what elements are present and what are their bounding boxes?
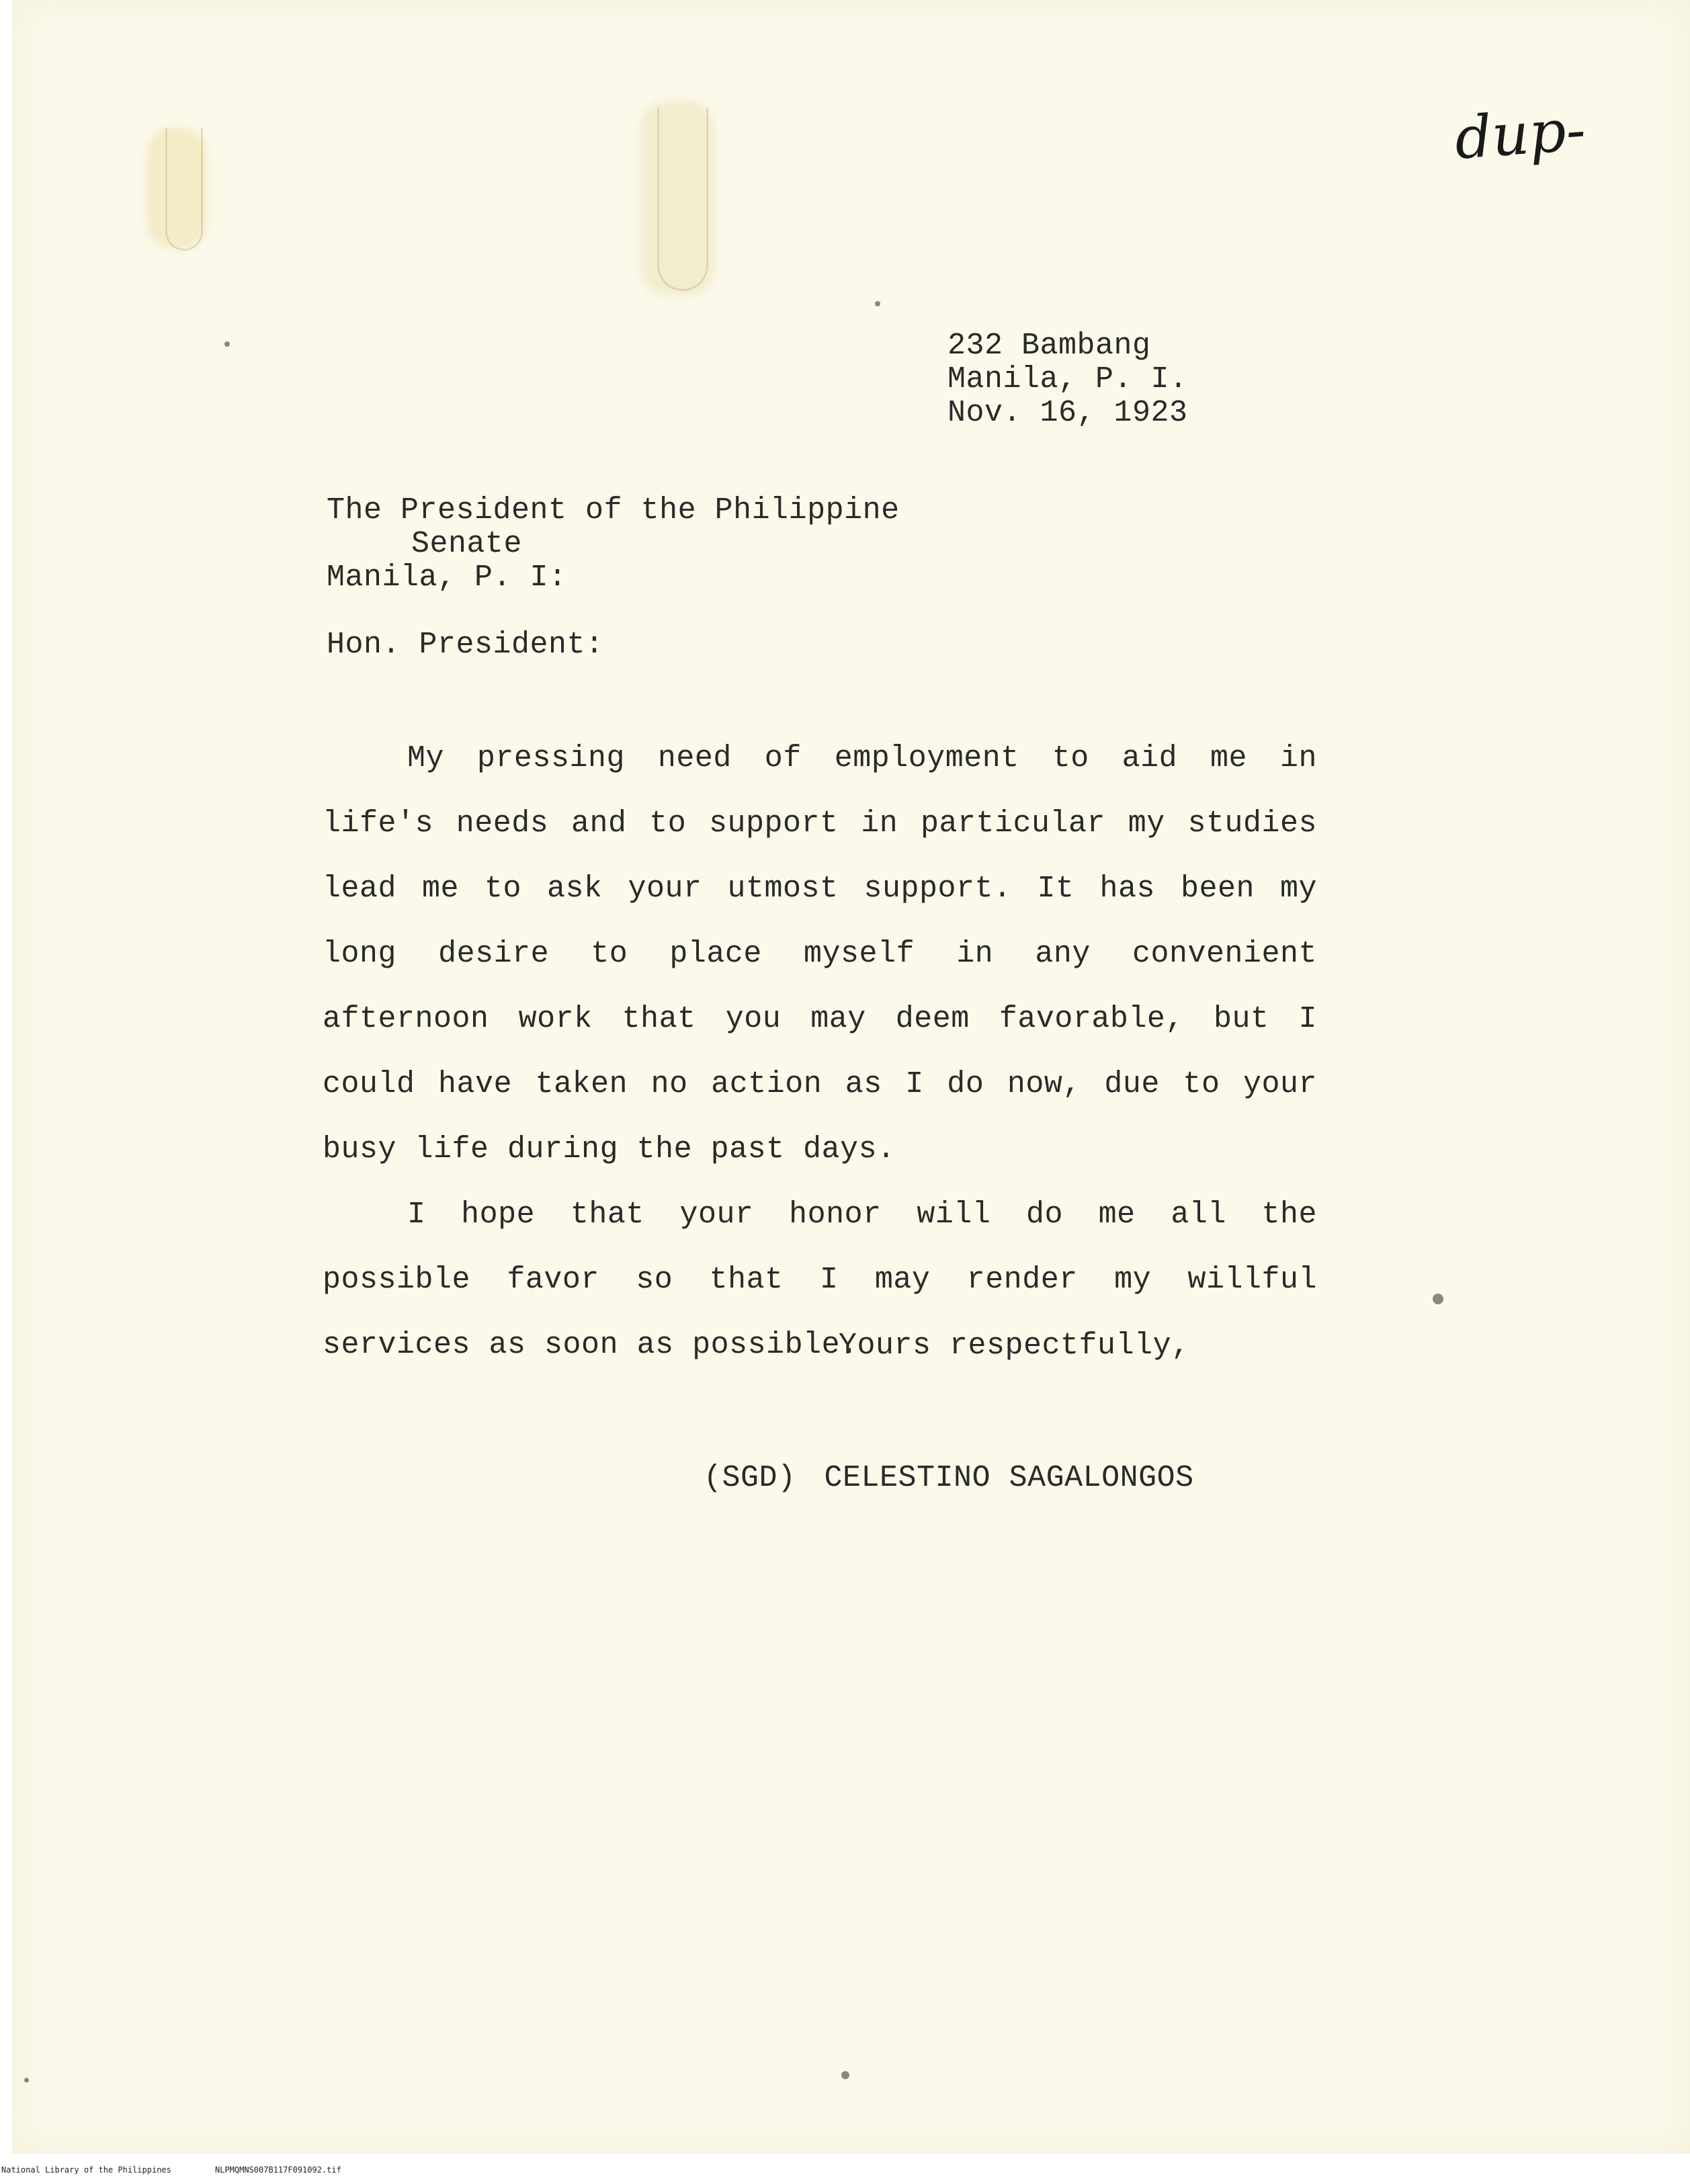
paper-speck [841,2071,849,2079]
closing: Yours respectfully, [839,1329,1190,1363]
body-paragraph-2-text: I hope that your honor will do me all the possible favor so that I may render my willful services as soon as possible. [323,1198,1317,1362]
scan-footer [0,2158,1690,2179]
letter-body [323,726,1317,1378]
recipient-line-2: Senate [411,527,523,561]
recipient-line-3: Manila, P. I: [327,560,567,595]
paper-speck [875,301,880,306]
paper-speck [224,341,230,347]
paperclip-mark-left [165,128,203,251]
sender-address-block [947,329,1188,430]
paper-speck [1433,1294,1443,1304]
footer-library: National Library of the Philippines [1,2165,171,2175]
paperclip-mark-right [657,108,708,291]
recipient-line-1: The President of the Philippine [327,493,900,528]
body-paragraph-1 [323,726,1317,1182]
paper-speck [24,2078,29,2083]
signature-name: CELESTINO SAGALONGOS [824,1461,1194,1495]
recipient-address-block [327,494,900,595]
signature-block [704,1462,1194,1495]
signature-mark: (SGD) [704,1461,796,1495]
sender-city-line: Manila, P. I. [947,362,1188,396]
salutation: Hon. President: [327,628,604,662]
body-paragraph-1-text: My pressing need of employment to aid me in life's needs and to support in particular my studies lead me to ask your utmost support. It has been my long desire to place myself in any convenient afternoon work that you may deem favorable, but I could have taken no action as I do now, due to your busy life during the past days. [323,741,1317,1167]
letter-date: Nov. 16, 1923 [947,396,1188,430]
handwritten-note: dup- [1453,96,1589,173]
footer-file-id: NLPMQMNS007B117F091092.tif [215,2165,341,2175]
sender-address-line: 232 Bambang [947,329,1151,363]
